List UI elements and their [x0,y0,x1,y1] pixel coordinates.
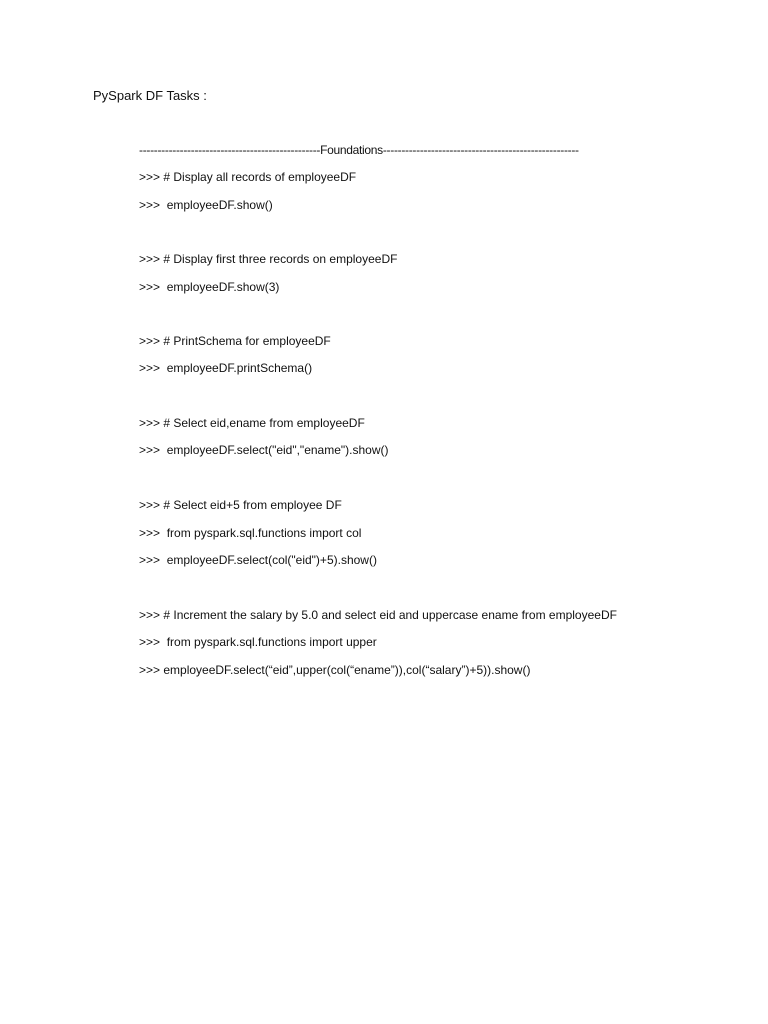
code-line: >>> employeeDF.select(col("eid")+5).show() [139,553,377,567]
code-line: >>> employeeDF.show() [139,198,273,212]
code-line: >>> from pyspark.sql.functions import col [139,526,362,540]
code-line: >>> from pyspark.sql.functions import upper [139,635,377,649]
code-line: >>> employeeDF.show(3) [139,280,280,294]
document-title: PySpark DF Tasks : [93,88,207,103]
comment-line: >>> # PrintSchema for employeeDF [139,334,331,348]
comment-line: >>> # Increment the salary by 5.0 and select eid and uppercase ename from employeeDF [139,608,617,622]
comment-line: >>> # Select eid,ename from employeeDF [139,416,365,430]
code-line: >>> employeeDF.select("eid","ename").show() [139,443,389,457]
code-line: >>> employeeDF.printSchema() [139,361,313,375]
comment-line: >>> # Select eid+5 from employee DF [139,498,342,512]
comment-line: >>> # Display first three records on employeeDF [139,252,398,266]
comment-line: >>> # Display all records of employeeDF [139,170,357,184]
code-line: >>> employeeDF.select(“eid”,upper(col(“ename”)),col(“salary”)+5)).show() [139,663,531,677]
section-header-foundations: -------------------------------------------------Foundations----------------------------------------------------- [139,143,579,157]
